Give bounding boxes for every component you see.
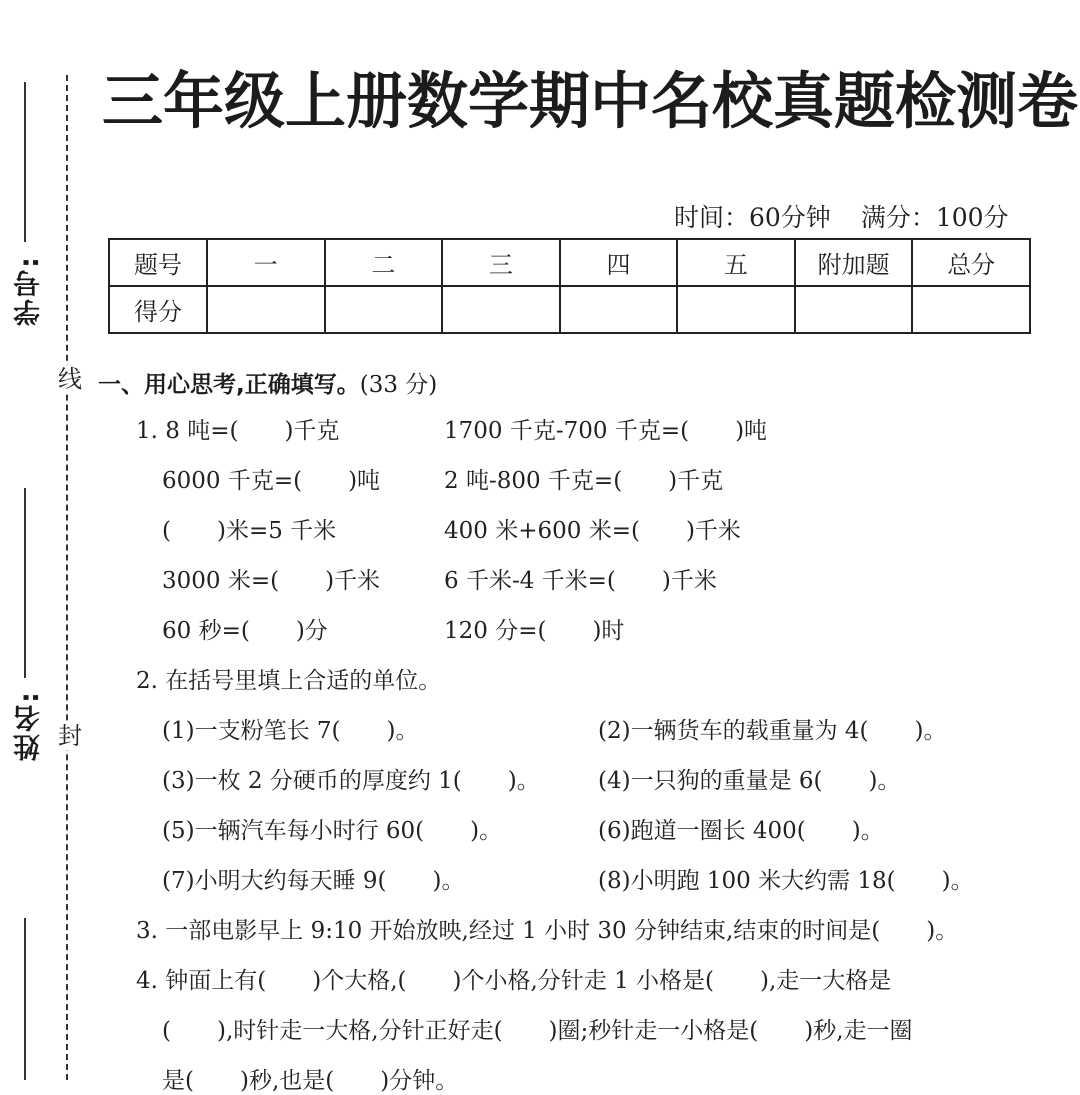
q3-text: 3. 一部电影早上 9:10 开始放映,经过 1 小时 30 分钟结束,结束的时间是( )。 (136, 918, 959, 944)
q2-item: (7)小明大约每天睡 9( )。 (162, 868, 465, 894)
score-table (108, 238, 1031, 334)
score-blank-cell[interactable] (795, 286, 913, 333)
bottom-write-line (24, 918, 26, 1080)
score-table-score-row (109, 286, 1030, 333)
name-write-line (24, 488, 26, 678)
score-table-cell: 附加题 (795, 239, 913, 286)
q2-item: (5)一辆汽车每小时行 60( )。 (162, 818, 503, 844)
score-blank-cell[interactable] (207, 286, 325, 333)
binding-mark-seal: 封 (58, 722, 82, 750)
q4-line: 4. 钟面上有( )个大格,( )个小格,分针走 1 小格是( ),走一大格是 (136, 968, 892, 994)
q1-left-item: 6000 千克=( )吨 (162, 468, 381, 494)
q4-line: ( ),时针走一大格,分针正好走( )圈;秒针走一小格是( )秒,走一圈 (162, 1018, 913, 1044)
score-table-cell: 五 (677, 239, 795, 286)
score-table-cell: 一 (207, 239, 325, 286)
q1-right-item: 2 吨-800 千克=( )千克 (444, 468, 724, 494)
q1-left-item: ( )米=5 千米 (162, 518, 337, 544)
score-table-cell: 题号 (109, 239, 207, 286)
section-one-points: (33 分) (359, 372, 438, 398)
q2-item: (1)一支粉笔长 7( )。 (162, 718, 419, 744)
q1-left-item: 3000 米=( )千米 (162, 568, 381, 594)
q2-stem: 2. 在括号里填上合适的单位。 (136, 668, 442, 694)
score-blank-cell[interactable] (677, 286, 795, 333)
binding-dashed-line (66, 75, 68, 1080)
q2-item: (8)小明跑 100 米大约需 18( )。 (598, 868, 974, 894)
score-blank-cell[interactable] (912, 286, 1030, 333)
q1-left-item: 60 秒=( )分 (162, 618, 328, 644)
score-table-cell: 四 (560, 239, 678, 286)
q1-right-item: 1700 千克-700 千克=( )吨 (444, 418, 768, 444)
section-one-title (98, 366, 437, 399)
student-number-label: 学号: (14, 255, 45, 326)
q2-item: (6)跑道一圈长 400( )。 (598, 818, 884, 844)
exam-full-score: 满分：100分 (860, 203, 1009, 232)
score-table-cell: 总分 (912, 239, 1030, 286)
q2-item: (3)一枚 2 分硬币的厚度约 1( )。 (162, 768, 540, 794)
q1-right-item: 120 分=( )时 (444, 618, 625, 644)
q1-right-item: 400 米+600 米=( )千米 (444, 518, 741, 544)
name-label: 姓名: (14, 690, 45, 761)
exam-info (674, 198, 1009, 234)
section-one-heading: 一、用心思考,正确填写。 (98, 372, 360, 398)
score-table-cell: 三 (442, 239, 560, 286)
binding-mark-line: 线 (58, 365, 82, 393)
student-number-write-line (24, 82, 26, 242)
score-table-header-row (109, 239, 1030, 286)
q4-line: 是( )秒,也是( )分钟。 (162, 1068, 459, 1094)
q1-left-item: 1. 8 吨=( )千克 (136, 418, 340, 444)
score-blank-cell[interactable] (325, 286, 443, 333)
score-table-cell: 二 (325, 239, 443, 286)
page-title: 三年级上册数学期中名校真题检测卷 (102, 66, 1079, 137)
q2-item: (4)一只狗的重量是 6( )。 (598, 768, 901, 794)
score-blank-cell[interactable] (560, 286, 678, 333)
q1-right-item: 6 千米-4 千米=( )千米 (444, 568, 717, 594)
score-row-label: 得分 (109, 286, 207, 333)
q2-item: (2)一辆货车的载重量为 4( )。 (598, 718, 947, 744)
score-blank-cell[interactable] (442, 286, 560, 333)
exam-time: 时间：60分钟 (674, 203, 831, 232)
